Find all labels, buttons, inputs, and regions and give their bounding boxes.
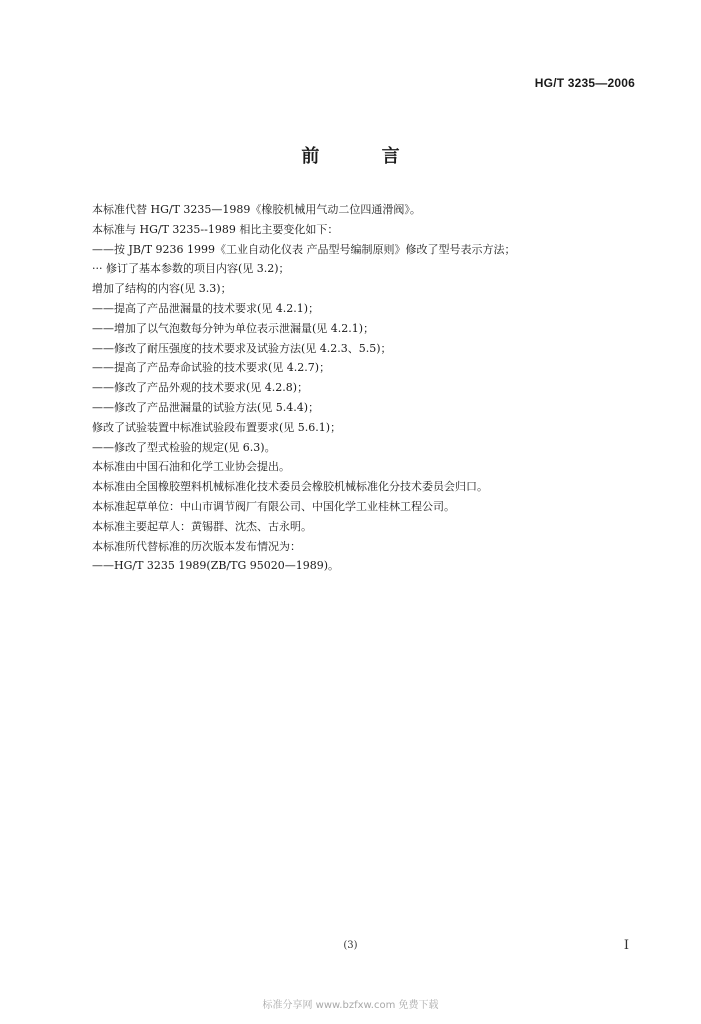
watermark-text: 标准分享网 www.bzfxw.com 免费下载 <box>262 1000 439 1011</box>
text-line: ——增加了以气泡数每分钟为单位表示泄漏量(见 4.2.1)； <box>92 321 375 335</box>
text-line: 本标准由中国石油和化学工业协会提出。 <box>92 460 290 474</box>
standard-code: HG/T 3235—2006 <box>534 76 635 90</box>
text-line: ——提高了产品寿命试验的技术要求(见 4.2.7)； <box>92 361 331 375</box>
text-line: ——修改了产品泄漏量的试验方法(见 5.4.4)； <box>92 400 320 414</box>
page-number: I <box>623 938 629 953</box>
foreword-body <box>92 200 652 576</box>
text-line: 本标准与 HG/T 3235--1989 相比主要变化如下： <box>92 222 339 236</box>
text-line: ——修改了型式检验的规定(见 6.3)。 <box>92 440 276 454</box>
text-line: 本标准由全国橡胶塑料机械标准化技术委员会橡胶机械标准化分技术委员会归口。 <box>92 480 488 494</box>
text-line: ——修改了产品外观的技术要求(见 4.2.8)； <box>92 381 309 395</box>
text-line: 本标准起草单位：中山市调节阀厂有限公司、中国化学工业桂林工程公司。 <box>92 499 455 513</box>
text-line: 修改了试验装置中标准试验段布置要求(见 5.6.1)； <box>92 420 342 434</box>
text-line: ——提高了产品泄漏量的技术要求(见 4.2.1)； <box>92 301 320 315</box>
text-line: 本标准主要起草人：黄锡群、沈杰、古永明。 <box>92 519 312 533</box>
page-number-roman: (3) <box>343 940 358 951</box>
text-line: 本标准代替 HG/T 3235—1989《橡胶机械用气动二位四通滑阀》。 <box>92 203 421 216</box>
text-line: 本标准所代替标准的历次版本发布情况为： <box>92 539 301 553</box>
text-line: ——HG/T 3235 1989(ZB/TG 95020—1989)。 <box>92 559 340 573</box>
page-title: 前 言 <box>301 146 428 167</box>
text-line: ——修改了耐压强度的技术要求及试验方法(见 4.2.3、5.5)； <box>92 341 392 355</box>
text-line: ··· 修订了基本参数的项目内容(见 3.2)； <box>92 262 290 276</box>
text-line: ——按 JB/T 9236 1999《工业自动化仪表 产品型号编制原则》修改了型号表示方法； <box>92 242 516 256</box>
text-line: 增加了结构的内容(见 3.3)； <box>92 282 232 296</box>
